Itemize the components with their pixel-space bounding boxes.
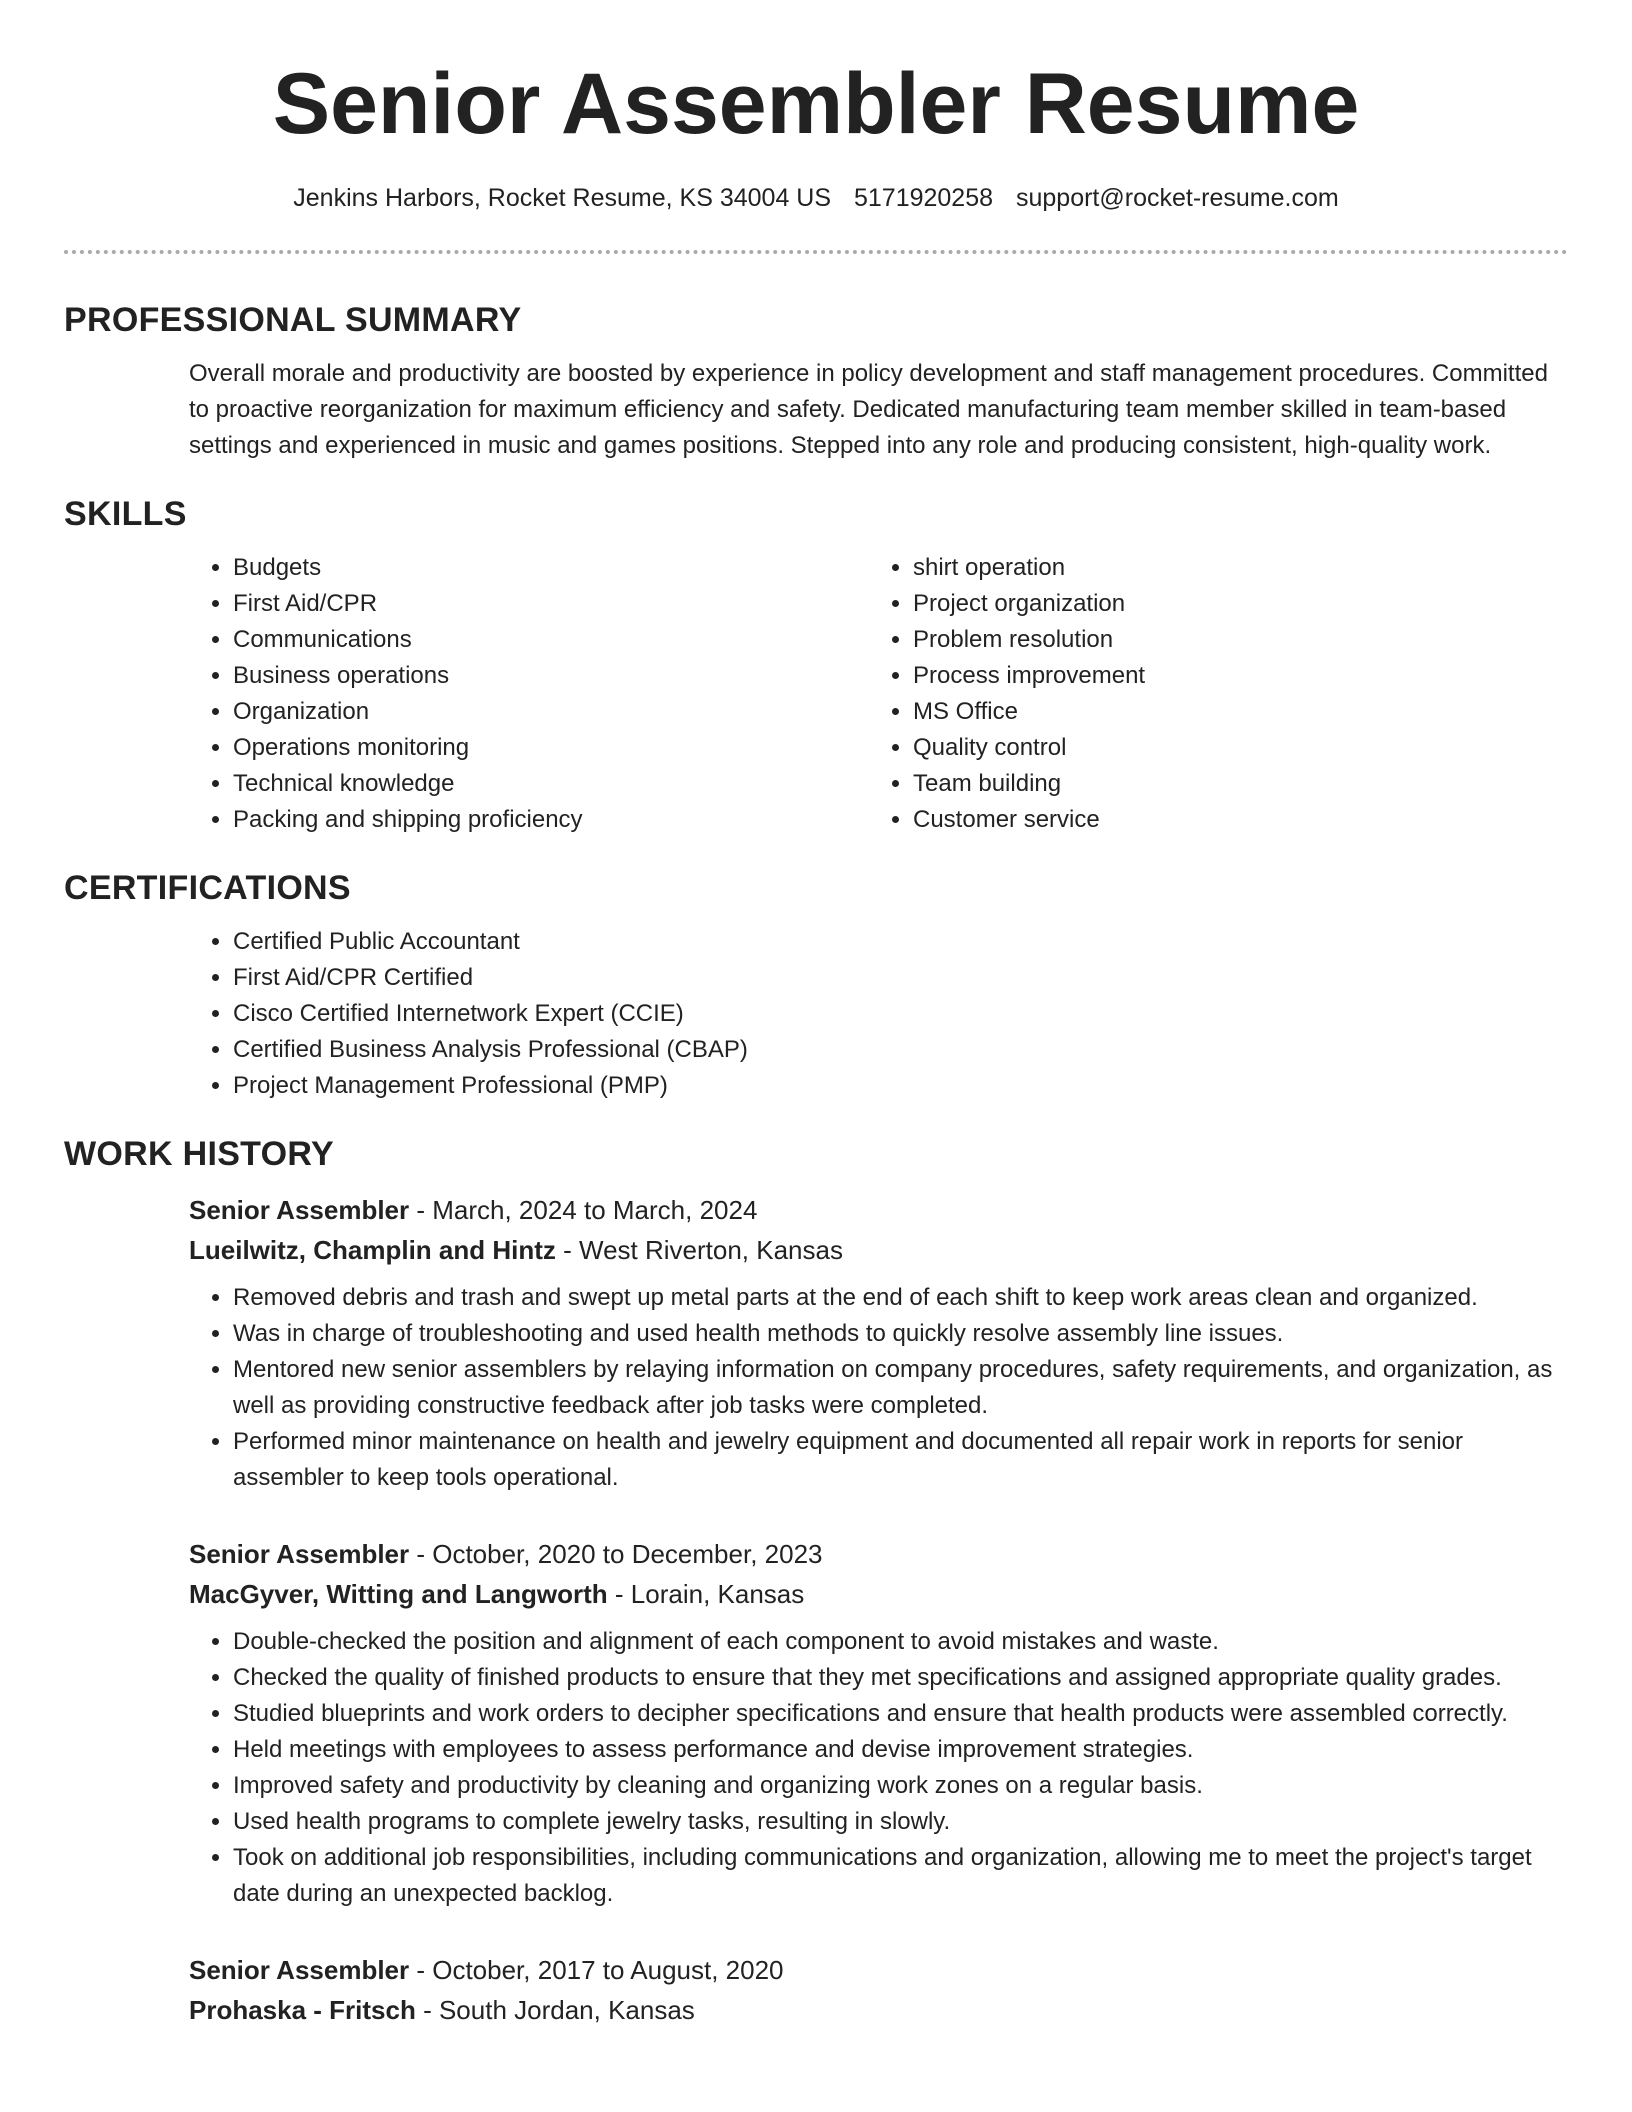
job-location: - Lorain, Kansas — [607, 1579, 805, 1609]
job-bullet: • Performed minor maintenance on health and jewelry equipment and documented all repair work in reports for senior assembler to keep tools operational. — [233, 1424, 1568, 1496]
skills-section — [64, 490, 1568, 838]
certification-item: • First Aid/CPR Certified — [233, 960, 1568, 996]
skill-item: • Process improvement — [913, 658, 1549, 694]
job-company-line — [189, 1990, 1568, 2030]
skill-item: • Budgets — [233, 550, 869, 586]
work-history-section — [64, 1130, 1568, 2030]
job-location: - South Jordan, Kansas — [415, 1995, 695, 2025]
job-title-line — [189, 1950, 1568, 1990]
resume-content — [64, 296, 1568, 2068]
contact-phone: 5171920258 — [853, 184, 994, 212]
skill-item: • MS Office — [913, 694, 1549, 730]
skill-item: • Organization — [233, 694, 869, 730]
job-title-line — [189, 1534, 1568, 1574]
job-bullet: • Mentored new senior assemblers by relaying information on company procedures, safety requirements, and organization, as well as providing constructive feedback after job tasks were completed. — [233, 1352, 1568, 1424]
skill-item: • Business operations — [233, 658, 869, 694]
contact-address: Jenkins Harbors, Rocket Resume, KS 34004 US — [293, 184, 832, 212]
job-bullet: • Removed debris and trash and swept up metal parts at the end of each shift to keep work areas clean and organized. — [233, 1280, 1568, 1316]
certification-item: • Project Management Professional (PMP) — [233, 1068, 1568, 1104]
job-company-line — [189, 1230, 1568, 1270]
certification-item: • Cisco Certified Internetwork Expert (CCIE) — [233, 996, 1568, 1032]
job-bullet: • Improved safety and productivity by cleaning and organizing work zones on a regular basis. — [233, 1768, 1568, 1804]
job-title-line — [189, 1190, 1568, 1230]
job-company: Lueilwitz, Champlin and Hintz — [189, 1235, 556, 1265]
skill-item: • Technical knowledge — [233, 766, 869, 802]
job-bullet: • Was in charge of troubleshooting and used health methods to quickly resolve assembly line issues. — [233, 1316, 1568, 1352]
certifications-section — [64, 864, 1568, 1104]
skills-column-left — [189, 550, 869, 838]
contact-line — [0, 180, 1632, 216]
job-title: Senior Assembler — [189, 1539, 410, 1569]
skills-heading: SKILLS — [64, 495, 187, 533]
job-dates: - October, 2017 to August, 2020 — [409, 1955, 784, 1985]
skill-item: • Packing and shipping proficiency — [233, 802, 869, 838]
job-bullet: • Double-checked the position and alignment of each component to avoid mistakes and waste. — [233, 1624, 1568, 1660]
certification-item: • Certified Business Analysis Professional (CBAP) — [233, 1032, 1568, 1068]
skill-item: • Communications — [233, 622, 869, 658]
job-dates: - October, 2020 to December, 2023 — [409, 1539, 823, 1569]
skill-item: • Quality control — [913, 730, 1549, 766]
skill-item: • Project organization — [913, 586, 1549, 622]
certifications-heading: CERTIFICATIONS — [64, 869, 351, 907]
job-bullet: • Took on additional job responsibilities, including communications and organization, allowing me to meet the project's target date during an unexpected backlog. — [233, 1840, 1568, 1912]
summary-heading: PROFESSIONAL SUMMARY — [64, 301, 522, 339]
job-title: Senior Assembler — [189, 1195, 410, 1225]
skill-item: • Customer service — [913, 802, 1549, 838]
certification-item: • Certified Public Accountant — [233, 924, 1568, 960]
job-dates: - March, 2024 to March, 2024 — [409, 1195, 758, 1225]
job-entry — [189, 1534, 1568, 1912]
job-entry — [189, 1190, 1568, 1496]
skill-item: • Operations monitoring — [233, 730, 869, 766]
skill-item: • shirt operation — [913, 550, 1549, 586]
job-company: MacGyver, Witting and Langworth — [189, 1579, 608, 1609]
job-bullet: • Checked the quality of finished products to ensure that they met specifications and assigned appropriate quality grades. — [233, 1660, 1568, 1696]
header-divider — [64, 250, 1568, 254]
contact-email: support@rocket-resume.com — [1015, 184, 1339, 212]
summary-section — [64, 296, 1568, 464]
summary-text: Overall morale and productivity are boosted by experience in policy development and staff management procedures. Committed to proactive reorganization for maximum efficiency and safety. Dedicated manufacturing team member skilled in team-based settings and experienced in music and games positions. Stepped into any role and producing consistent, high-quality work. — [189, 360, 1548, 459]
job-bullet: • Held meetings with employees to assess performance and devise improvement strategies. — [233, 1732, 1568, 1768]
job-location: - West Riverton, Kansas — [555, 1235, 843, 1265]
job-bullet: • Used health programs to complete jewelry tasks, resulting in slowly. — [233, 1804, 1568, 1840]
job-title: Senior Assembler — [189, 1955, 410, 1985]
resume-title: Senior Assembler Resume — [272, 56, 1360, 152]
skill-item: • Problem resolution — [913, 622, 1549, 658]
job-entry — [189, 1950, 1568, 2030]
work-history-heading: WORK HISTORY — [64, 1135, 334, 1173]
job-bullet: • Studied blueprints and work orders to decipher specifications and ensure that health products were assembled correctly. — [233, 1696, 1568, 1732]
skill-item: • Team building — [913, 766, 1549, 802]
job-company: Prohaska - Fritsch — [189, 1995, 416, 2025]
job-company-line — [189, 1574, 1568, 1614]
skills-column-right — [869, 550, 1549, 838]
skill-item: • First Aid/CPR — [233, 586, 869, 622]
